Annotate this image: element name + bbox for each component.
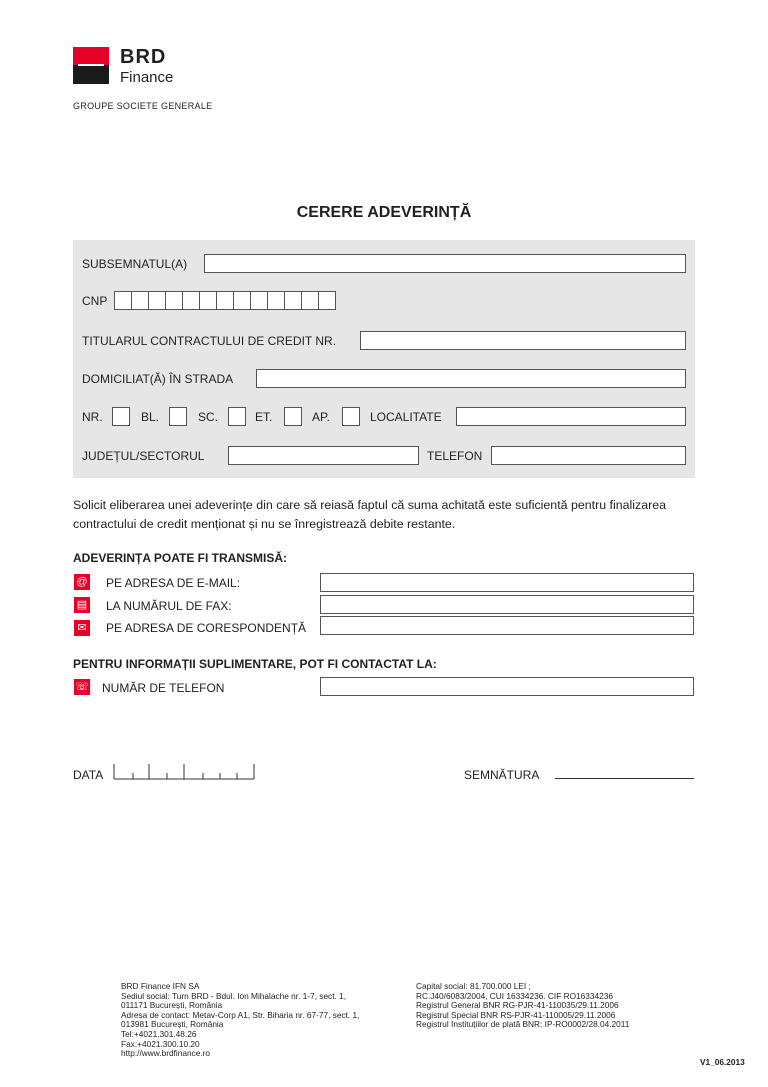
cnp-digit-box[interactable]	[233, 291, 251, 310]
page-title: CERERE ADEVERINȚĂ	[296, 204, 472, 221]
label-cnp: CNP	[82, 294, 108, 308]
et-input[interactable]	[284, 407, 302, 426]
label-domiciliat: DOMICILIAT(Ă) ÎN STRADA	[82, 372, 234, 386]
subsemnatul-input[interactable]	[204, 254, 686, 273]
label-bl: BL.	[141, 410, 160, 424]
version: V1_06.2013	[700, 1057, 745, 1067]
label-sc: SC.	[198, 410, 219, 424]
footer-line: Registrul Instituțiilor de plată BNR: IP-RO0002/28.04.2011	[416, 1019, 630, 1030]
footer-line: 013981 București, România	[121, 1019, 224, 1030]
form-panel	[73, 240, 695, 478]
footer-line: RC.J40/6083/2004, CUI 16334236. CIF RO16334236	[416, 990, 613, 1001]
cnp-digit-box[interactable]	[131, 291, 149, 310]
cnp-input[interactable]	[114, 291, 336, 310]
bl-input[interactable]	[169, 407, 187, 426]
nr-input[interactable]	[112, 407, 130, 426]
footer-line: Registrul General BNR RG-PJR-41-110035/29.11.2006	[416, 1000, 619, 1011]
ap-input[interactable]	[342, 407, 360, 426]
request-paragraph: Solicit eliberarea unei adeverințe din care să reiasă faptul că suma achitată este suficientă pentru finalizarea contractului de credit menționat și nu se înregistrează debite restante.	[73, 498, 667, 531]
label-phone: NUMĂR DE TELEFON	[102, 681, 225, 695]
footer-line: Registrul Special BNR RS-PJR-41-110005/29.11.2006	[416, 1009, 616, 1020]
date-input[interactable]	[110, 760, 260, 782]
label-signature: SEMNĂTURA	[464, 768, 540, 782]
email-icon: @	[74, 574, 90, 590]
cnp-digit-box[interactable]	[301, 291, 319, 310]
label-date: DATA	[73, 768, 104, 782]
street-input[interactable]	[256, 369, 686, 388]
label-telefon: TELEFON	[427, 449, 483, 463]
footer-line: Adresa de contact: Metav-Corp A1, Str. Biharia nr. 67-77, sect. 1,	[121, 1009, 360, 1020]
judet-input[interactable]	[228, 446, 419, 465]
footer-line: Tel:+4021.301.48.26	[121, 1028, 197, 1039]
email-input[interactable]	[320, 573, 694, 592]
footer-line: http://www.brdfinance.ro	[121, 1048, 211, 1059]
label-fax: LA NUMĂRUL DE FAX:	[106, 599, 232, 613]
label-subsemnatul: SUBSEMNATUL(A)	[82, 257, 188, 271]
signature-line[interactable]	[555, 778, 694, 779]
mail-icon: ✉	[74, 620, 90, 636]
contract-number-input[interactable]	[360, 331, 686, 350]
footer-line: 011171 București, România	[121, 1000, 223, 1011]
cnp-digit-box[interactable]	[148, 291, 166, 310]
contact-heading: PENTRU INFORMAȚII SUPLIMENTARE, POT FI CONTACTAT LA:	[73, 657, 437, 671]
cnp-digit-box[interactable]	[267, 291, 285, 310]
cnp-digit-box[interactable]	[318, 291, 336, 310]
label-nr: NR.	[82, 410, 103, 424]
localitate-input[interactable]	[456, 407, 686, 426]
transmit-heading: ADEVERINȚA POATE FI TRANSMISĂ:	[73, 551, 288, 565]
label-judet: JUDEȚUL/SECTORUL	[82, 449, 205, 463]
label-localitate: LOCALITATE	[370, 410, 442, 424]
cnp-digit-box[interactable]	[114, 291, 132, 310]
label-titular: TITULARUL CONTRACTULUI DE CREDIT NR.	[82, 334, 337, 348]
logo-mark-bottom	[73, 65, 109, 84]
logo-mark	[73, 47, 109, 65]
label-email: PE ADRESA DE E-MAIL:	[106, 576, 241, 590]
cnp-digit-box[interactable]	[284, 291, 302, 310]
label-post: PE ADRESA DE CORESPONDENȚĂ	[106, 621, 307, 635]
label-et: ET.	[255, 410, 273, 424]
telefon-input[interactable]	[491, 446, 686, 465]
footer-line: BRD Finance IFN SA	[121, 981, 200, 991]
sc-input[interactable]	[228, 407, 246, 426]
cnp-digit-box[interactable]	[165, 291, 183, 310]
footer-line: Capital social: 81.700.000 LEI ;	[416, 981, 531, 991]
logo-line	[78, 64, 104, 66]
post-address-input[interactable]	[320, 616, 694, 635]
cnp-digit-box[interactable]	[182, 291, 200, 310]
fax-input[interactable]	[320, 595, 694, 614]
phone-input[interactable]	[320, 677, 694, 696]
logo-sub: Finance	[120, 69, 174, 86]
cnp-digit-box[interactable]	[199, 291, 217, 310]
cnp-digit-box[interactable]	[250, 291, 268, 310]
footer-line: Fax:+4021.300.10.20	[121, 1038, 200, 1049]
fax-icon: ▤	[74, 597, 90, 613]
phone-icon: ☏	[75, 681, 89, 693]
label-ap: AP.	[312, 410, 330, 424]
logo-brand: BRD	[120, 46, 167, 68]
footer-left	[121, 982, 359, 1059]
footer-line: Sediul social: Turn BRD - Bdul. Ion Mihalache nr. 1-7, sect. 1,	[121, 990, 347, 1001]
footer-right	[416, 982, 629, 1030]
logo-group: GROUPE SOCIETE GENERALE	[73, 101, 213, 111]
cnp-digit-box[interactable]	[216, 291, 234, 310]
